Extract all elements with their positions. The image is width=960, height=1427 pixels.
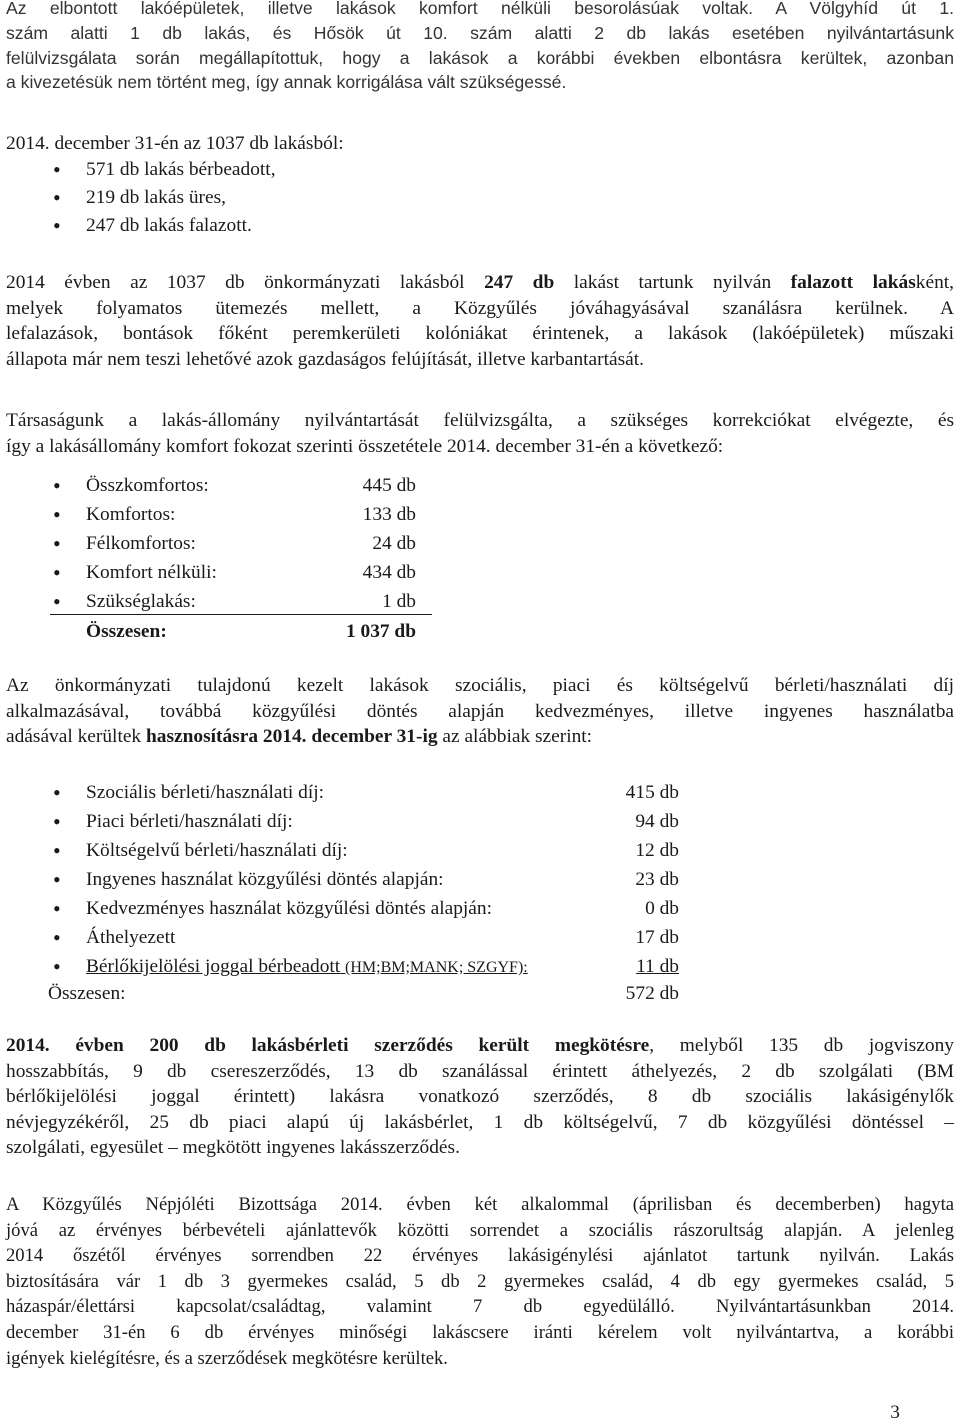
table-row [86,779,679,808]
stock-intro: 2014. december 31-én az 1037 db lakásból: [6,133,344,154]
text-line: melyek folyamatos ütemezés mellett, a Közgyűlés jóváhagyásával szanálásra kerülnek. A [6,297,954,319]
text-line: 2014. évben 200 db lakásbérleti szerződés került megkötésre, melyből 135 db jogviszony [6,1035,954,1056]
list-item: • 571 db lakás bérbeadott, [86,156,276,184]
walled-paragraph [6,270,954,372]
row-value: 0 db [645,898,679,919]
text-line: december 31-én 6 db érvényes minőségi lakáscsere iránti kérelem volt nyilvántartva, a korábbi [6,1321,954,1343]
text-line: biztosítására vár 1 db 3 gyermekes család, 5 db 2 gyermekes család, 4 db egy gyermekes család, 5 [6,1270,954,1292]
row-label: • Félkomfortos: [86,533,196,554]
total-value: 1 037 db [345,621,416,642]
table-row [86,501,416,530]
table-row [86,559,416,588]
row-value: 445 db [362,475,416,496]
total-label: Összesen: [86,621,167,642]
text-line: adásával kerültek hasznosításra 2014. december 31-ig az alábbiak szerint: [6,726,593,748]
table-divider [50,614,432,615]
row-label: • Szociális bérleti/használati díj: [86,782,324,803]
row-value: 11 db [636,956,679,977]
row-value: 94 db [635,811,679,832]
total-label: Összesen: [48,983,126,1004]
text-line: Az elbontott lakóépületek, illetve lakások komfort nélküli besorolásúak voltak. A Völgyhíd út 1. [6,0,954,18]
stock-list [86,156,276,240]
total-value: 572 db [625,983,679,1004]
row-label: • Áthelyezett [86,927,176,948]
table-row [86,588,416,617]
text-line: bérlőkijelölési joggal érintett) lakásra vonatkozó szerződés, 8 db szociális lakásigénylők [6,1086,954,1108]
table-total-row [48,980,679,1009]
table-row [86,895,679,924]
page-number: 3 [890,1402,900,1423]
intro-paragraph [6,0,954,95]
text-line: hosszabbítás, 9 db csereszerződés, 13 db szanálással érintett áthelyezés, 2 db szolgálati (BM [6,1060,954,1082]
row-value: 434 db [362,562,416,583]
text-line: 2014 évben az 1037 db önkormányzati lakásból 247 db lakást tartunk nyilván falazott lakásként, [6,272,954,293]
text-line: szám alatti 1 db lakás, és Hősök út 10. szám alatti 2 db lakás esetében nyilvántartásunk [6,22,954,43]
row-label: • Komfortos: [86,504,176,525]
row-value: 17 db [635,927,679,948]
review-paragraph [6,408,954,459]
table-row [86,924,679,953]
text-line: jóvá az érvényes bérbevételi ajánlattevők közötti sorrendet a szociális rászorultság alapján. A jelenleg [6,1219,954,1241]
text-line: alkalmazásával, továbbá közgyűlési döntés alapján kedvezményes, illetve ingyenes használatba [6,700,954,722]
text-line: lefalazások, bontások főként peremkerületi kolóniákat érintenek, a lakások (lakóépületek) műszaki [6,323,954,345]
table-row [86,530,416,559]
row-label: • Kedvezményes használat közgyűlési döntés alapján: [86,898,492,919]
row-value: 23 db [635,869,679,890]
committee-paragraph [6,1192,954,1371]
table-row [86,837,679,866]
text-line: Társaságunk a lakás-állomány nyilvántartását felülvizsgálta, a szükséges korrekciókat elvégezte, és [6,410,954,431]
row-value: 415 db [625,782,679,803]
row-label: • Komfort nélküli: [86,562,217,583]
table-row [86,808,679,837]
row-label: • Bérlőkijelölési joggal bérbeadott (HM;BM;MANK; SZGYF): [86,956,528,977]
text-line: felülvizsgálata során megállapítottuk, hogy a lakások a korábbi években elbontásra kerültek, azonban [6,47,954,68]
row-label: • Piaci bérleti/használati díj: [86,811,293,832]
text-line: a kivezetésük nem történt meg, így annak korrigálása vált szükségessé. [6,72,567,93]
usage-paragraph [6,673,954,750]
text-line: Az önkormányzati tulajdonú kezelt lakások szociális, piaci és költségelvű bérleti/használati díj [6,675,954,696]
list-item: • 247 db lakás falazott. [86,212,276,240]
row-value: 133 db [362,504,416,525]
table-row [86,866,679,895]
text-line: igények kielégítésre, és a szerződések megkötésre kerültek. [6,1347,448,1369]
list-item: • 219 db lakás üres, [86,184,276,212]
row-value: 24 db [372,533,416,554]
row-label: • Összkomfortos: [86,475,209,496]
text-line: 2014 őszétől érvényes sorrendben 22 érvényes lakásigénylési ajánlatot tartunk nyilván. Lakás [6,1245,954,1267]
table-row [86,472,416,501]
row-value: 1 db [382,591,416,612]
row-label: • Ingyenes használat közgyűlési döntés alapján: [86,869,444,890]
text-line: így a lakásállomány komfort fokozat szerinti összetétele 2014. december 31-én a következő: [6,435,724,457]
table-total-row [86,618,416,647]
text-line: névjegyzékéről, 25 db piaci alapú új lakásbérlet, 1 db költségelvű, 7 db közgyűlési döntéssel – [6,1111,954,1133]
text-line: házaspár/élettársi kapcsolat/családtag, valamint 7 db egyedülálló. Nyilvántartásunkban 2014. [6,1296,954,1318]
row-label: • Költségelvű bérleti/használati díj: [86,840,348,861]
text-line: A Közgyűlés Népjóléti Bizottsága 2014. évben két alkalommal (áprilisban és decemberben) hagyta [6,1194,954,1215]
row-value: 12 db [635,840,679,861]
table-row [86,953,679,982]
text-line: szolgálati, egyesület – megkötött ingyenes lakásszerződés. [6,1137,460,1159]
text-line: állapota már nem teszi lehetővé azok gazdaságos felújítását, illetve karbantartását. [6,348,644,370]
contracts-paragraph [6,1033,954,1161]
row-label: • Szükséglakás: [86,591,196,612]
